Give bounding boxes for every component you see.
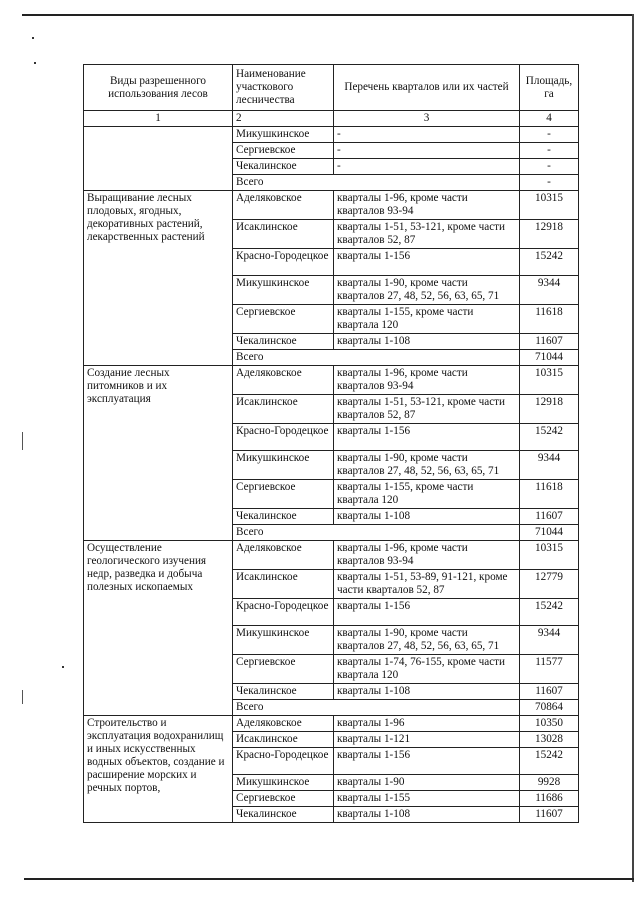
scan-speck [32,37,34,39]
forestry-cell: Аделяковское [233,716,334,732]
scan-border-bottom [24,878,634,880]
quarters-cell: кварталы 1-108 [334,684,520,700]
kind-cell: Создание лесных питомников и их эксплуатация [84,366,233,541]
area-cell: 15242 [520,748,579,775]
scan-speck [62,666,64,668]
forestry-cell: Аделяковское [233,191,334,220]
forestry-cell: Исаклинское [233,220,334,249]
forestry-cell: Сергиевское [233,791,334,807]
table-row [84,127,579,143]
total-label-cell: Всего [233,525,520,541]
header-forestry: Наименование участкового лесничества [233,65,334,111]
total-area-cell: 71044 [520,350,579,366]
area-cell: 12918 [520,395,579,424]
forestry-cell: Сергиевское [233,305,334,334]
forestry-cell: Чекалинское [233,159,334,175]
area-cell: 10315 [520,366,579,395]
quarters-cell: кварталы 1-155, кроме части квартала 120 [334,305,520,334]
scan-speck [34,62,36,64]
quarters-cell: кварталы 1-96, кроме части кварталов 93-94 [334,191,520,220]
quarters-cell: кварталы 1-121 [334,732,520,748]
kind-cell: Выращивание лесных плодовых, ягодных, декоративных растений, лекарственных растений [84,191,233,366]
scan-border-top [22,14,634,16]
quarters-cell: - [334,143,520,159]
total-area-cell: 70864 [520,700,579,716]
forestry-cell: Аделяковское [233,541,334,570]
forest-use-table [83,64,579,823]
col-number: 3 [334,111,520,127]
table-row [84,716,579,732]
forestry-cell: Красно-Городецкое [233,599,334,626]
quarters-cell: кварталы 1-90 [334,775,520,791]
quarters-cell: кварталы 1-90, кроме части кварталов 27, 48, 52, 56, 63, 65, 71 [334,626,520,655]
forestry-cell: Микушкинское [233,276,334,305]
quarters-cell: кварталы 1-156 [334,249,520,276]
quarters-cell: кварталы 1-108 [334,334,520,350]
quarters-cell: - [334,127,520,143]
scan-mark [22,432,23,450]
area-cell: - [520,127,579,143]
kind-cell: Осуществление геологического изучения недр, разведка и добыча полезных ископаемых [84,541,233,716]
quarters-cell: кварталы 1-156 [334,748,520,775]
area-cell: 10350 [520,716,579,732]
quarters-cell: кварталы 1-90, кроме части кварталов 27, 48, 52, 56, 63, 65, 71 [334,276,520,305]
area-cell: 12918 [520,220,579,249]
forestry-cell: Исаклинское [233,570,334,599]
quarters-cell: кварталы 1-51, 53-121, кроме части кварталов 52, 87 [334,220,520,249]
quarters-cell: кварталы 1-51, 53-121, кроме части кварталов 52, 87 [334,395,520,424]
area-cell: 11577 [520,655,579,684]
scan-border-right [632,14,634,882]
forestry-cell: Исаклинское [233,732,334,748]
area-cell: 10315 [520,191,579,220]
quarters-cell: кварталы 1-96, кроме части кварталов 93-94 [334,366,520,395]
quarters-cell: кварталы 1-156 [334,424,520,451]
area-cell: 15242 [520,599,579,626]
area-cell: - [520,175,579,191]
forestry-cell: Чекалинское [233,509,334,525]
quarters-cell: кварталы 1-90, кроме части кварталов 27, 48, 52, 56, 63, 65, 71 [334,451,520,480]
forestry-cell: Сергиевское [233,655,334,684]
col-number: 4 [520,111,579,127]
total-label-cell: Всего [233,175,520,191]
forestry-cell: Красно-Городецкое [233,748,334,775]
area-cell: 10315 [520,541,579,570]
forestry-cell: Чекалинское [233,684,334,700]
forestry-cell: Микушкинское [233,775,334,791]
forestry-cell: Сергиевское [233,143,334,159]
quarters-cell: - [334,159,520,175]
total-label-cell: Всего [233,700,520,716]
quarters-cell: кварталы 1-96, кроме части кварталов 93-94 [334,541,520,570]
kind-cell-empty [84,127,233,191]
quarters-cell: кварталы 1-108 [334,509,520,525]
col-number: 2 [233,111,334,127]
quarters-cell: кварталы 1-96 [334,716,520,732]
area-cell: 12779 [520,570,579,599]
area-cell: 11618 [520,480,579,509]
quarters-cell: кварталы 1-156 [334,599,520,626]
forestry-cell: Микушкинское [233,626,334,655]
forestry-cell: Аделяковское [233,366,334,395]
forestry-cell: Сергиевское [233,480,334,509]
quarters-cell: кварталы 1-155, кроме части квартала 120 [334,480,520,509]
area-cell: 9344 [520,626,579,655]
area-cell: 11607 [520,684,579,700]
header-quarters: Перечень кварталов или их частей [334,65,520,111]
table-row [84,541,579,570]
area-cell: 15242 [520,424,579,451]
forestry-cell: Микушкинское [233,127,334,143]
quarters-cell: кварталы 1-108 [334,807,520,823]
area-cell: 11607 [520,334,579,350]
forestry-cell: Чекалинское [233,807,334,823]
area-cell: - [520,159,579,175]
area-cell: 9344 [520,451,579,480]
quarters-cell: кварталы 1-74, 76-155, кроме части квартала 120 [334,655,520,684]
area-cell: - [520,143,579,159]
table-row [84,366,579,395]
header-area: Площадь, га [520,65,579,111]
scan-mark [22,690,23,704]
forestry-cell: Красно-Городецкое [233,249,334,276]
area-cell: 11686 [520,791,579,807]
forestry-cell: Чекалинское [233,334,334,350]
total-label-cell: Всего [233,350,520,366]
quarters-cell: кварталы 1-51, 53-89, 91-121, кроме части кварталов 52, 87 [334,570,520,599]
area-cell: 11607 [520,509,579,525]
kind-cell: Строительство и эксплуатация водохранилищ и иных искусственных водных объектов, создание и расширение морских и речных портов, [84,716,233,823]
area-cell: 11618 [520,305,579,334]
area-cell: 9928 [520,775,579,791]
quarters-cell: кварталы 1-155 [334,791,520,807]
table-row [84,191,579,220]
forestry-cell: Исаклинское [233,395,334,424]
forestry-cell: Микушкинское [233,451,334,480]
area-cell: 13028 [520,732,579,748]
area-cell: 11607 [520,807,579,823]
col-number: 1 [84,111,233,127]
area-cell: 15242 [520,249,579,276]
header-kind: Виды разрешенного использования лесов [84,65,233,111]
total-area-cell: 71044 [520,525,579,541]
forestry-cell: Красно-Городецкое [233,424,334,451]
area-cell: 9344 [520,276,579,305]
